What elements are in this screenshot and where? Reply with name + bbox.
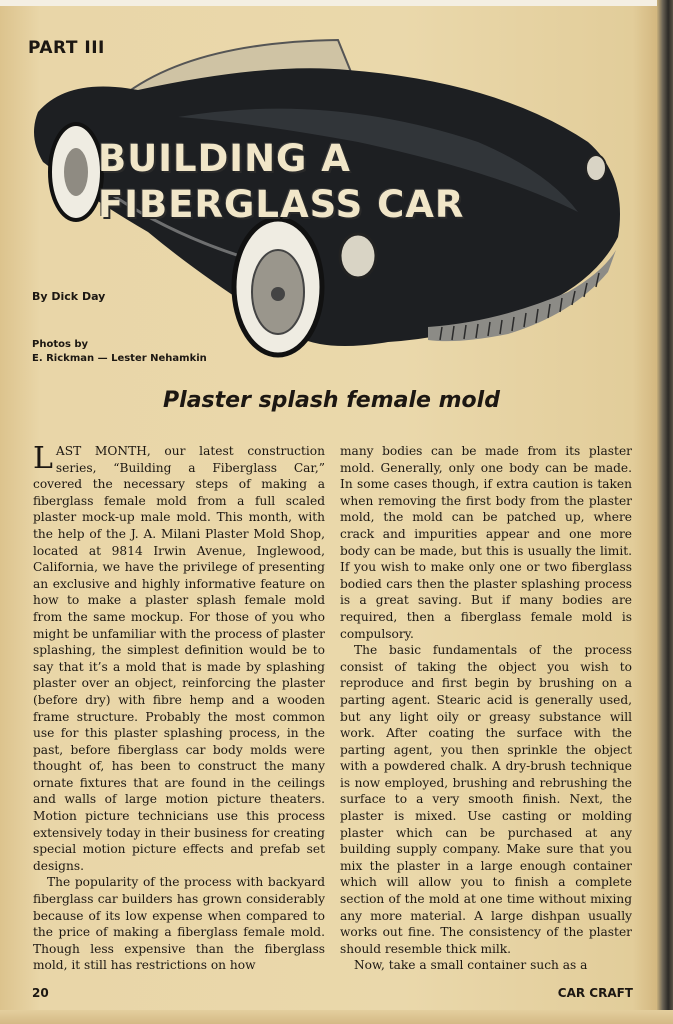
paragraph-text: AST MONTH, our latest construction series, “Building a Fiberglass Car,” covered the necessary steps of making a fiberglass female mold from a full scaled plaster mock-up male mold. This month, with the help of the J. A. Milani Plaster Mold Shop, located at 9814 Irwin Avenue, Inglewood, California, we have the privilege of presenting an exclusive and highly informative feature on how to make a plaster splash female mold from the same mockup. For those of you who might be unfamiliar with the process of plaster splashing, the simplest definition would be to say that it’s a mold that is made by splashing plaster over an object, reinforcing the plaster (before dry) with fibre hemp and a wooden frame structure. Probably the most common use for this plaster splashing process, in the past, before fiberglass car body molds were thought of, has been to construct the many ornate fixtures that are found in the ceilings and walls of large motion picture theaters. Motion picture technicians use this process extensively today in their business for creating special motion picture effects and prefab set designs. bbox=[33, 444, 325, 873]
photographer-names: E. Rickman — Lester Nehamkin bbox=[32, 353, 207, 364]
rear-hub bbox=[64, 148, 88, 196]
page-top-edge bbox=[0, 0, 673, 6]
page-spine-edge bbox=[657, 0, 673, 1024]
paragraph: The popularity of the process with backyard fiberglass car builders has grown considerably because of its low expense when compared to the price of making a fiberglass female mold. Though less expensive than the fiberglass mold, it still has restrictions on how bbox=[33, 875, 325, 973]
photo-credits bbox=[32, 338, 207, 366]
magazine-name: CAR CRAFT bbox=[557, 986, 633, 1000]
paragraph: Now, take a small container such as a bbox=[354, 958, 588, 973]
part-label: PART III bbox=[28, 38, 105, 58]
hub-cap bbox=[271, 287, 285, 301]
page-number: 20 bbox=[32, 986, 49, 1000]
page-bottom-edge bbox=[0, 1010, 673, 1024]
headline-line-1: BUILDING A bbox=[98, 137, 351, 180]
paragraph: The basic fundamentals of the process consist of taking the object you wish to reproduce and first begin by brushing on a parting agent. Stearic acid is generally used, but any light oily or greasy substance will work. After coating the surface with the parting agent, you then sprinkle the object with a powdered chalk. A dry-brush technique is now employed, brushing and rebrushing the surface to a very smooth finish. Next, the plaster is mixed. Use casting or molding plaster which can be purchased at any building supply company. Make sure that you mix the plaster in a large enough container which will allow you to finish a complete section of the mold at one time without mixing any more material. A large dishpan usually works out fine. The consistency of the plaster should resemble thick milk. bbox=[340, 643, 632, 956]
headlight bbox=[340, 234, 376, 278]
photo-credit-label: Photos by bbox=[32, 339, 89, 350]
drop-cap: L bbox=[33, 441, 53, 476]
paragraph: many bodies can be made from its plaster mold. Generally, only one body can be made. In some cases though, if extra caution is taken when removing the first body from the plaster mold, the mold can be patched up, where crack and impurities appear and one more body can be made, but this is usually the limit. If you wish to make only one or two fiberglass bodied cars then the plaster splashing process is a great saving. But if many bodies are required, then a fiberglass female mold is compulsory. bbox=[340, 444, 632, 641]
article-subtitle: Plaster splash female mold bbox=[163, 388, 500, 413]
article-column-left bbox=[33, 443, 325, 974]
byline: By Dick Day bbox=[32, 290, 106, 303]
paragraph bbox=[33, 443, 325, 874]
headline-line-2: FIBERGLASS CAR bbox=[98, 183, 465, 226]
article-headline bbox=[98, 136, 638, 228]
article-column-right bbox=[340, 443, 632, 974]
